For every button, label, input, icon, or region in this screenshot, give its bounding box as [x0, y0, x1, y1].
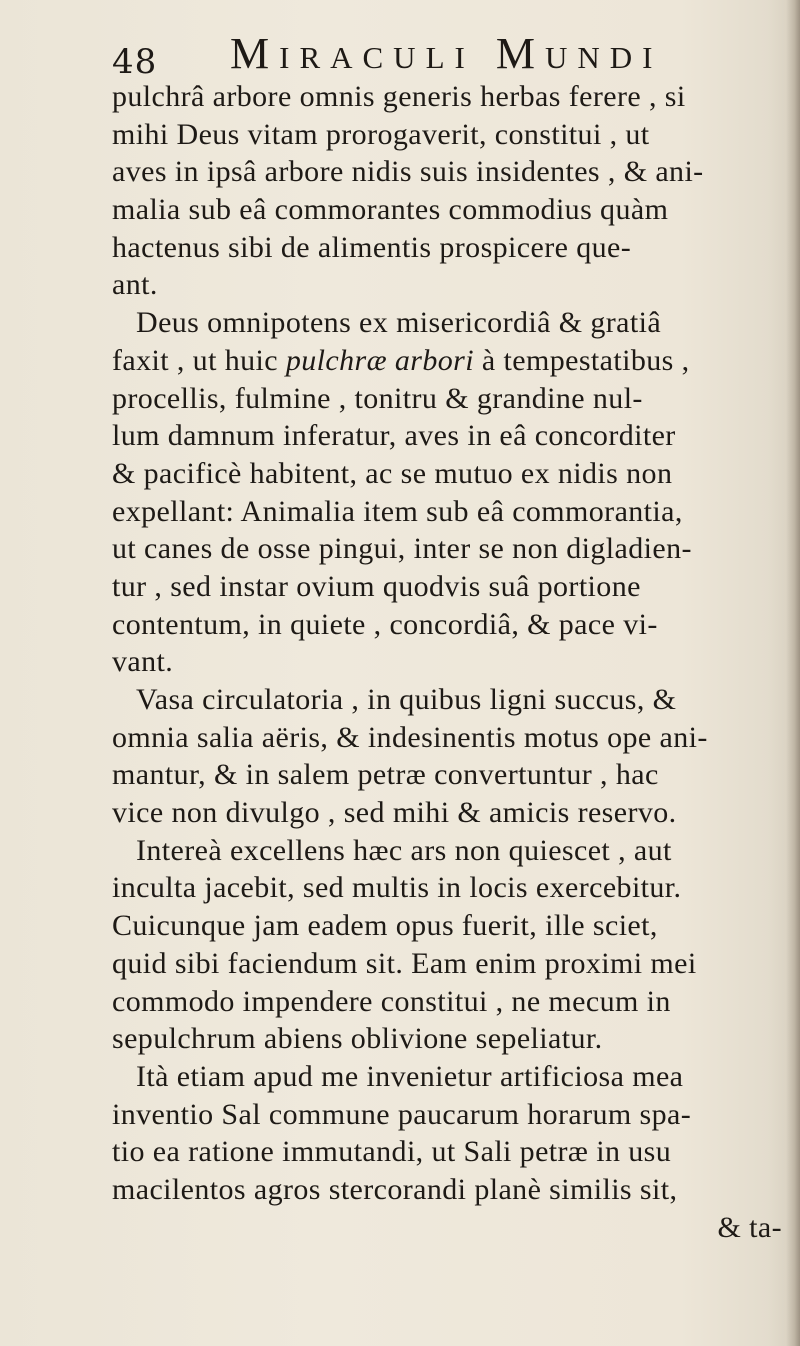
page-number: 48 — [112, 42, 158, 82]
text-line: mihi Deus vitam prorogaverit, constitui , ut — [112, 117, 650, 151]
catchword: & ta- — [717, 1210, 782, 1244]
text-line: sepulchrum abiens oblivione sepeliatur. — [112, 1022, 603, 1056]
text-line: quid sibi faciendum sit. Eam enim proximi mei — [112, 946, 697, 980]
paragraph-start-line: Vasa circulatoria , in quibus ligni succus, & — [136, 683, 677, 716]
text-line: omnia salia aëris, & indesinentis motus ope ani- — [112, 720, 708, 754]
text-line: tur , sed instar ovium quodvis suâ portione — [112, 569, 641, 603]
text-line: vant. — [112, 645, 174, 679]
text-line: hactenus sibi de alimentis prospicere que- — [112, 230, 632, 264]
running-head: Miraculi Mundi — [230, 29, 663, 78]
text-line: aves in ipsâ arbore nidis suis insidentes , & ani- — [112, 155, 704, 189]
paragraph-start-line: Deus omnipotens ex misericordiâ & gratiâ — [136, 306, 662, 340]
text-line: pulchrâ arbore omnis generis herbas ferere , si — [112, 80, 686, 113]
paragraph-start-line: Ità etiam apud me invenietur artificiosa mea — [136, 1059, 684, 1093]
page-header — [112, 20, 712, 80]
text-line: vice non divulgo , sed mihi & amicis reservo. — [112, 796, 677, 830]
text-line: commodo impendere constitui , ne mecum in — [112, 984, 671, 1018]
paragraph-start-line: Intereà excellens hæc ars non quiescet , aut — [136, 833, 672, 867]
text-line: tio ea ratione immutandi, ut Sali petræ in usu — [112, 1135, 672, 1169]
text-line: malia sub eâ commorantes commodius quàm — [112, 193, 669, 227]
body-text — [112, 78, 792, 1246]
text-line: & pacificè habitent, ac se mutuo ex nidis non — [112, 456, 673, 490]
text-segment: faxit , ut huic — [112, 343, 278, 377]
text-line: mantur, & in salem petræ convertuntur , hac — [112, 758, 659, 792]
text-segment: à tempestatibus , — [481, 343, 690, 377]
text-line: lum damnum inferatur, aves in eâ concorditer — [112, 419, 676, 453]
text-line-with-italic — [112, 342, 792, 380]
text-line: contentum, in quiete , concordiâ, & pace vi- — [112, 607, 658, 641]
text-line: inventio Sal commune paucarum horarum spa- — [112, 1097, 692, 1131]
text-line: macilentos agros stercorandi planè similis sit, — [112, 1172, 678, 1206]
text-line: expellant: Animalia item sub eâ commorantia, — [112, 494, 683, 528]
italic-phrase: pulchræ arbori — [285, 343, 474, 377]
text-line: Cuicunque jam eadem opus fuerit, ille sciet, — [112, 909, 658, 943]
text-line: ant. — [112, 268, 158, 302]
text-line: inculta jacebit, sed multis in locis exercebitur. — [112, 871, 682, 905]
text-line: ut canes de osse pingui, inter se non digladien- — [112, 532, 692, 566]
text-line: procellis, fulmine , tonitru & grandine nul- — [112, 381, 643, 415]
